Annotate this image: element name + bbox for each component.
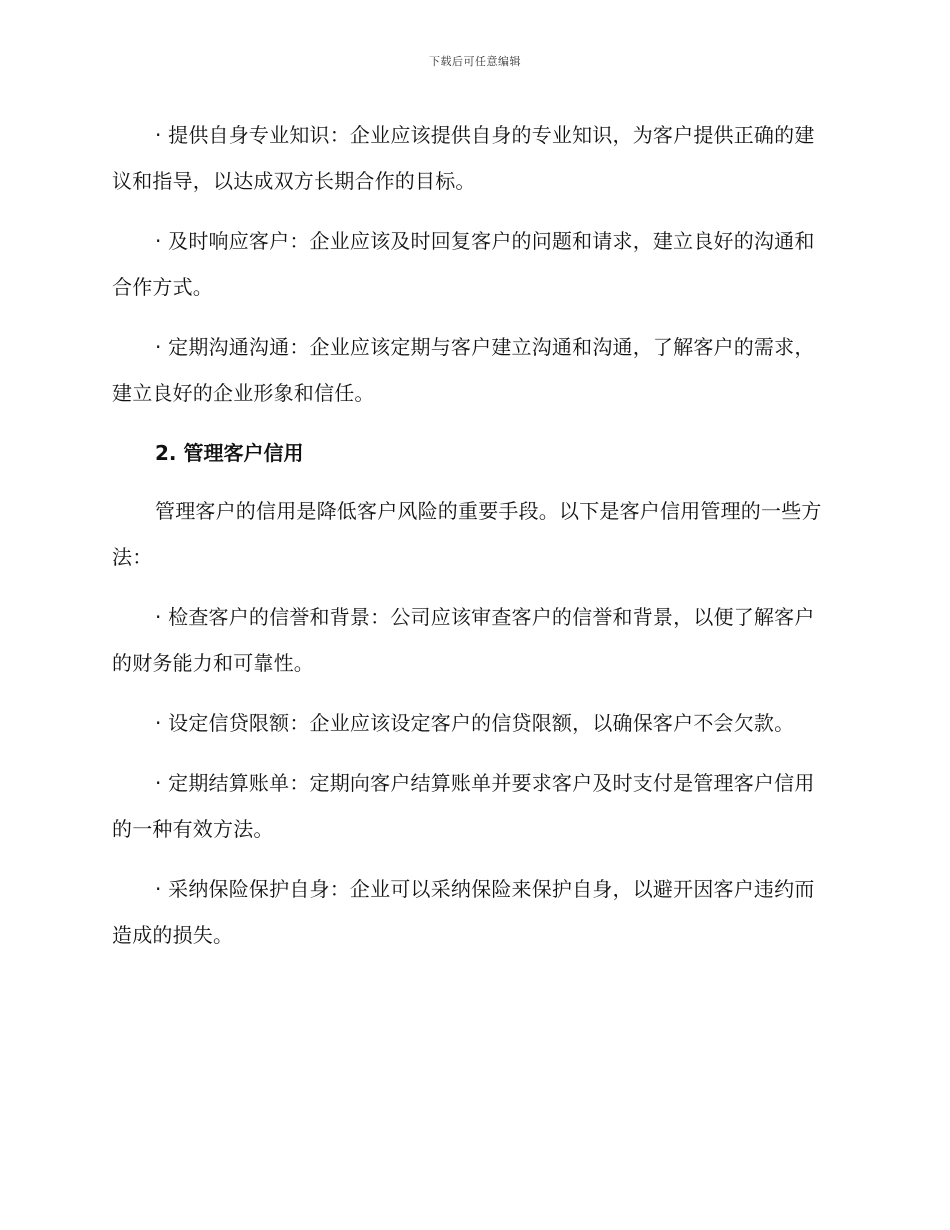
document-body [112, 112, 832, 972]
bullet-paragraph: · 设定信贷限额：企业应该设定客户的信贷限额，以确保客户不会欠款。 [155, 711, 795, 735]
page-header: 下载后可任意编辑 [429, 55, 521, 68]
bullet-paragraph: · 提供自身专业知识：企业应该提供自身的专业知识，为客户提供正确的建议和指导，以达成双方长期合作的目标。 [112, 123, 815, 193]
bullet-paragraph: · 定期沟通沟通：企业应该定期与客户建立沟通和沟通，了解客户的需求，建立良好的企业形象和信任。 [112, 335, 815, 405]
bullet-paragraph: · 定期结算账单：定期向客户结算账单并要求客户及时支付是管理客户信用的一种有效方法。 [112, 771, 815, 841]
bullet-paragraph: · 及时响应客户：企业应该及时回复客户的问题和请求，建立良好的沟通和合作方式。 [112, 229, 815, 299]
section-intro: 管理客户的信用是降低客户风险的重要手段。以下是客户信用管理的一些方法： [112, 499, 822, 569]
section-heading: 2. 管理客户信用 [155, 441, 304, 465]
bullet-paragraph: · 采纳保险保护自身：企业可以采纳保险来保护自身，以避开因客户违约而造成的损失。 [112, 877, 815, 947]
bullet-paragraph: · 检查客户的信誉和背景：公司应该审查客户的信誉和背景，以便了解客户的财务能力和可靠性。 [112, 605, 815, 675]
